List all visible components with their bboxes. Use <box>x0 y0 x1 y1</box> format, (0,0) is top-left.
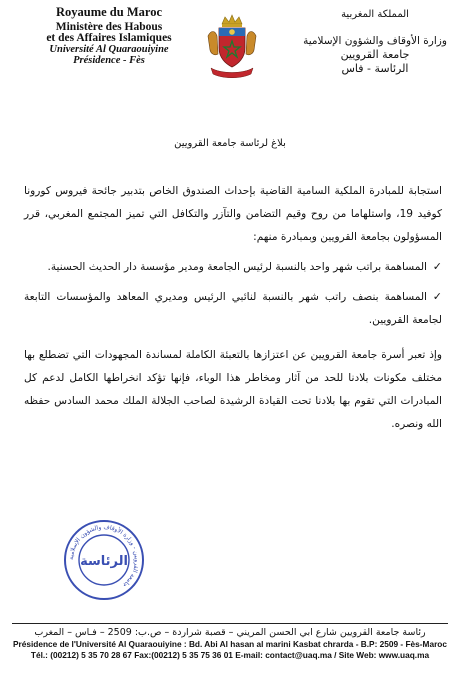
footer-address-fr: Présidence de l'Université Al Quaraouiyine : Bd. Abi Al hasan al marini Kasbat chrarda - B.P: 2509 - Fès-Maroc <box>12 638 447 649</box>
footer-divider <box>12 623 448 624</box>
header-arabic <box>300 8 450 76</box>
stamp-ring-text: جامعة القرويين - وزارة الأوقاف والشؤون الإسلامية <box>67 523 141 589</box>
kingdom-name-ar: المملكة المغربية <box>341 9 409 20</box>
paragraph-intro: استجابة للمبادرة الملكية السامية القاضية بإحداث الصندوق الخاص بتدبير جائحة فيروس كورونا كوفيد 19، واستلهاما من روح وقيم التضامن والتآزر والتكافل التي تميز المجتمع المغربي، قرر المسؤولون بجامعة القرويين وبمبادرة منهم: <box>24 185 442 243</box>
ministry-name-ar: وزارة الأوقاف والشؤون الإسلامية <box>303 35 447 47</box>
footer-address-ar: رئاسة جامعة القرويين شارع ابي الحسن المريني – قصبة شراردة – ص.ب: 2509 – فـاس – المغرب <box>34 627 426 638</box>
ministry-name-fr-line1: Ministère des Habous <box>55 21 163 33</box>
bullet-item-2 <box>24 285 442 332</box>
stamp-center-text: الرئاسة <box>80 554 128 569</box>
footer-contact: Tél.: (00212) 5 35 70 28 67 Fax:(00212) 5 35 75 36 01 E-mail: contact@uaq.ma / Site Web: www.uaq.ma <box>30 650 430 660</box>
header-french <box>14 6 204 66</box>
bullet-item-1-text: المساهمة براتب شهر واحد بالنسبة لرئيس الجامعة ومدير مؤسسة دار الحديث الحسنية. <box>47 261 427 273</box>
university-name-ar: جامعة القرويين <box>340 48 410 61</box>
official-stamp <box>62 518 146 602</box>
presidency-fr: Présidence - Fès <box>73 55 145 66</box>
footer <box>10 627 450 662</box>
ministry-name-fr-line2: et des Affaires Islamiques <box>46 32 172 44</box>
document-title: بلاغ لرئاسة جامعة القرويين <box>174 138 286 149</box>
kingdom-name-fr: Royaume du Maroc <box>55 5 162 19</box>
paragraph-closing: وإذ تعبر أسرة جامعة القرويين عن اعتزازها بالتعبئة الكاملة لمساندة المجهودات التي تضطلع بها مختلف مكونات بلادنا للحد من آثار ومخاطر هذا الوباء، فإنها تؤكد انخراطها الكامل لدعم كل المبادرات التي تقوم بها بلادنا تحت القيادة الرشيدة لصاحب الجلالة الملك محمد السادس حفظه الله ونصره. <box>24 349 442 430</box>
document-body <box>24 180 442 436</box>
check-mark-icon: ✓ <box>432 260 442 273</box>
moroccan-coat-of-arms-icon <box>205 14 259 80</box>
presidency-ar: الرئاسة - فاس <box>341 62 409 75</box>
university-name-fr: Université Al Quaraouiyine <box>49 44 169 55</box>
bullet-item-2-text: المساهمة بنصف راتب شهر بالنسبة لنائبي الرئيس ومديري المعاهد والمؤسسات التابعة لجامعة القرويين. <box>24 291 442 326</box>
bullet-item-1 <box>24 255 442 279</box>
check-mark-icon: ✓ <box>432 290 442 303</box>
